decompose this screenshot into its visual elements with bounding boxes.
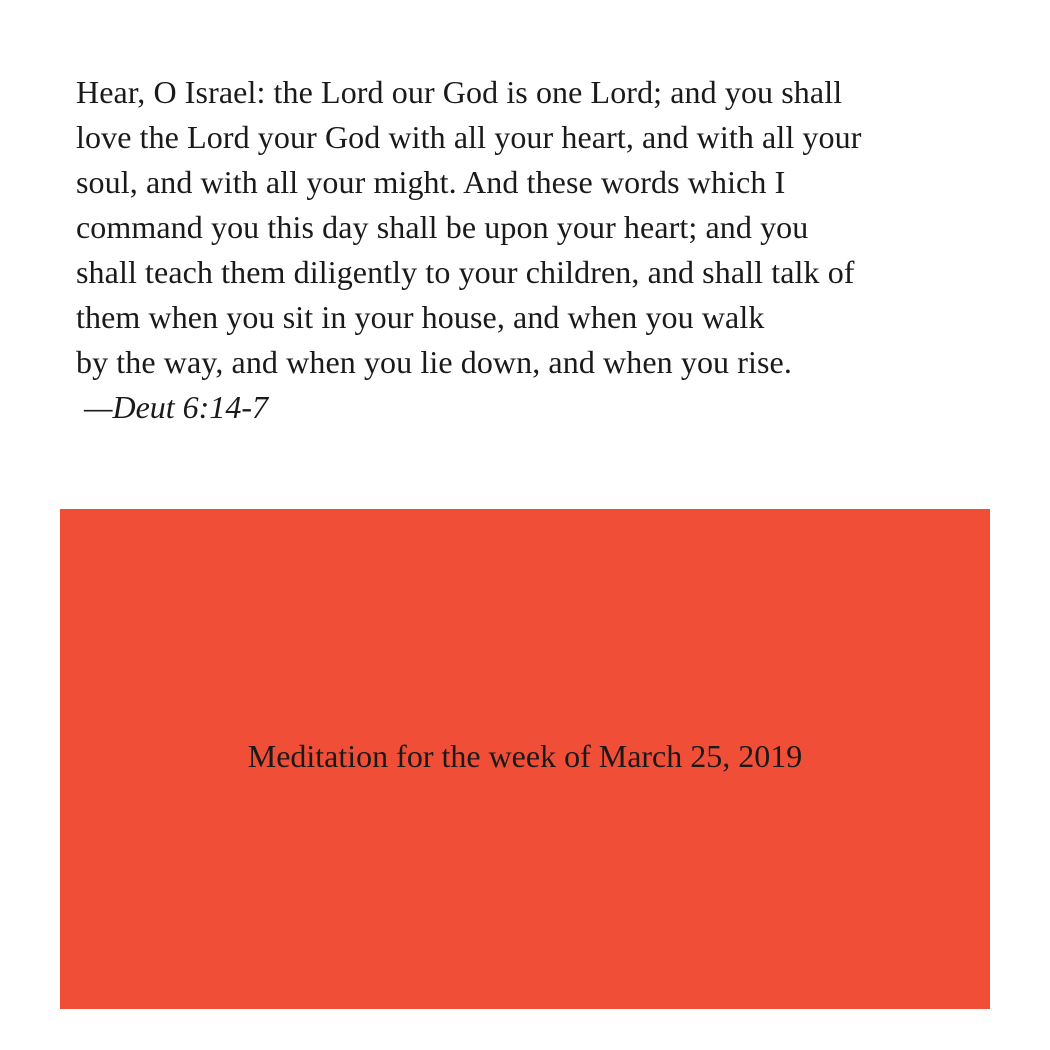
quote-line: them when you sit in your house, and when you walk [76, 299, 765, 335]
quote-line: love the Lord your God with all your heart, and with all your [76, 119, 862, 155]
quote-line: shall teach them diligently to your children, and shall talk of [76, 254, 855, 290]
scripture-quote [76, 70, 996, 430]
quote-citation: —Deut 6:14-7 [84, 389, 268, 425]
quote-line: Hear, O Israel: the Lord our God is one Lord; and you shall [76, 74, 843, 110]
quote-line: soul, and with all your might. And these words which I [76, 164, 786, 200]
quote-line: by the way, and when you lie down, and when you rise. [76, 344, 792, 380]
meditation-banner [60, 509, 990, 1009]
banner-title: Meditation for the week of March 25, 2019 [247, 738, 803, 774]
quote-line: command you this day shall be upon your heart; and you [76, 209, 809, 245]
